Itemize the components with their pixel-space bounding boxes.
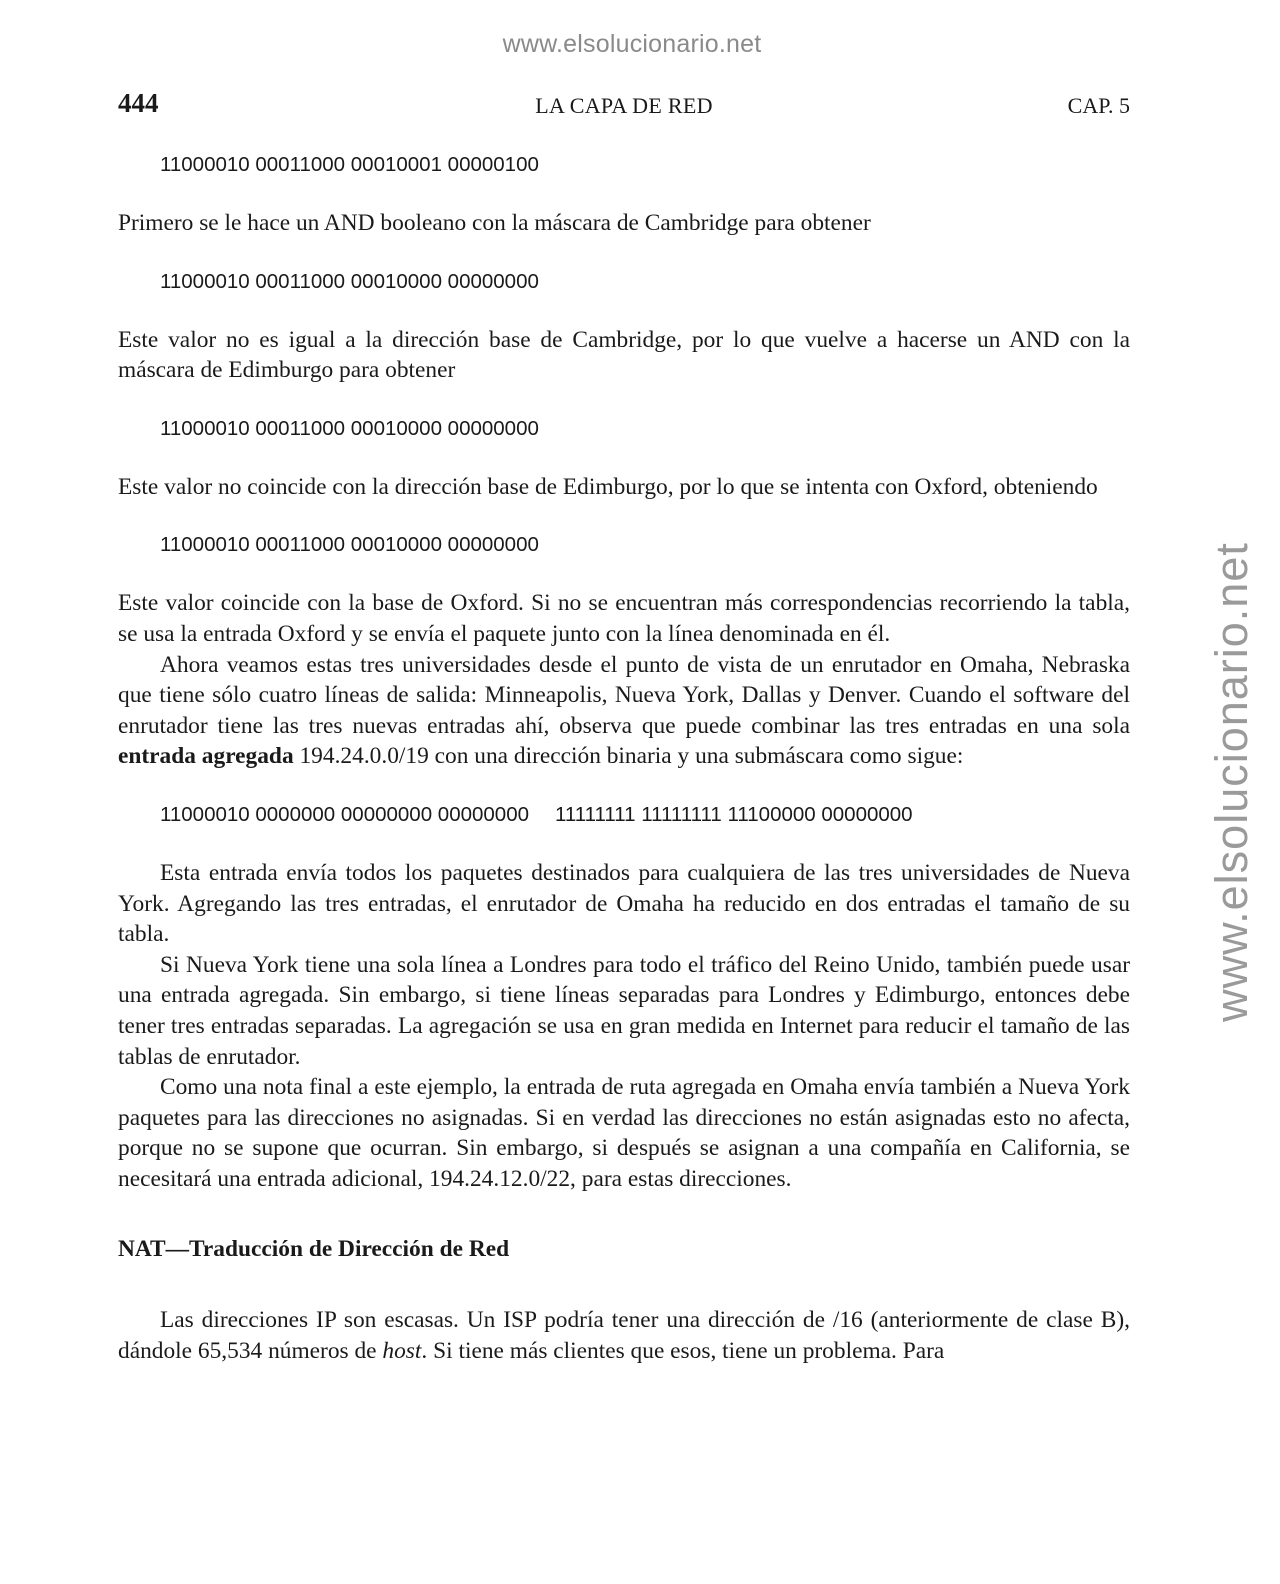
watermark-top: www.elsolucionario.net [502,30,762,58]
section-heading: NAT—Traducción de Dirección de Red [118,1236,510,1263]
binary-and-edinburgh: 11000010 00011000 00010000 00000000 [160,416,539,440]
paragraph [118,650,1130,772]
paragraph: Si Nueva York tiene una sola línea a Londres para todo el tráfico del Reino Unido, también puede usar una entrada agregada. Sin embargo, si tiene líneas separadas para Londres y Edimburgo, entonces debe tener tres entradas separadas. La agregación se usa en gran medida en Internet para reducir el tamaño de las tablas de enrutador. [118,951,1130,1070]
bold-term: entrada agregada [118,743,294,770]
page-body [118,150,1130,1366]
paragraph-text: . Si tiene más clientes que esos, tiene un problema. Para [421,1337,945,1364]
aggregate-entry [118,800,1130,830]
watermark-side: www.elsolucionario.net [1206,542,1257,1022]
paragraph: Este valor coincide con la base de Oxford. Si no se encuentran más correspondencias recorriendo la tabla, se usa la entrada Oxford y se envía el paquete junto con la línea denominada en él. [118,590,1130,647]
paragraph: Como una nota final a este ejemplo, la entrada de ruta agregada en Omaha envía también a Nueva York paquetes para las direcciones no asignadas. Si en verdad las direcciones no están asignadas esto no afecta, porque no se supone que ocurran. Sin embargo, si después se asignan a una compañía en California, se necesitará una entrada adicional, 194.24.12.0/22, para estas direcciones. [118,1074,1130,1192]
paragraph: Esta entrada envía todos los paquetes destinados para cualquiera de las tres universidades de Nueva York. Agregando las tres entradas, el enrutador de Omaha ha reducido en dos entradas el tamaño de su tabla. [118,859,1130,948]
binary-and-oxford: 11000010 00011000 00010000 00000000 [160,533,539,557]
paragraph: Este valor no coincide con la dirección base de Edimburgo, por lo que se intenta con Oxford, obteniendo [118,473,1098,500]
paragraph-text: Las direcciones IP son escasas. Un ISP podría tener una dirección de /16 (anteriormente de clase B), dándole 65,534 números de [118,1307,1130,1364]
paragraph: Este valor no es igual a la dirección base de Cambridge, por lo que vuelve a hacerse un AND con la máscara de Edimburgo para obtener [118,326,1130,384]
page-number: 444 [118,88,159,118]
paragraph: Primero se le hace un AND booleano con la máscara de Cambridge para obtener [118,210,871,236]
chapter-title: LA CAPA DE RED [535,93,713,118]
paragraph-text: 194.24.0.0/19 con una dirección binaria y una submáscara como sigue: [293,743,964,770]
binary-and-cambridge: 11000010 00011000 00010000 00000000 [160,269,539,293]
aggregate-address: 11000010 0000000 00000000 00000000 [160,802,529,826]
italic-term: host [382,1337,422,1364]
binary-address: 11000010 00011000 00010001 00000100 [160,153,539,176]
aggregate-mask: 11111111 11111111 11100000 00000000 [555,802,913,826]
paragraph [118,1305,1130,1366]
running-head [118,88,1130,128]
chapter-label: CAP. 5 [1067,93,1130,118]
paragraph-text: Ahora veamos estas tres universidades desde el punto de vista de un enrutador en Omaha, Nebraska que tiene sólo cuatro líneas de salida: Minneapolis, Nueva York, Dallas y Denver. Cuando el software del enrutador tiene las tres nuevas entradas ahí, observa que puede combinar las tres entradas en una sola [118,651,1130,739]
